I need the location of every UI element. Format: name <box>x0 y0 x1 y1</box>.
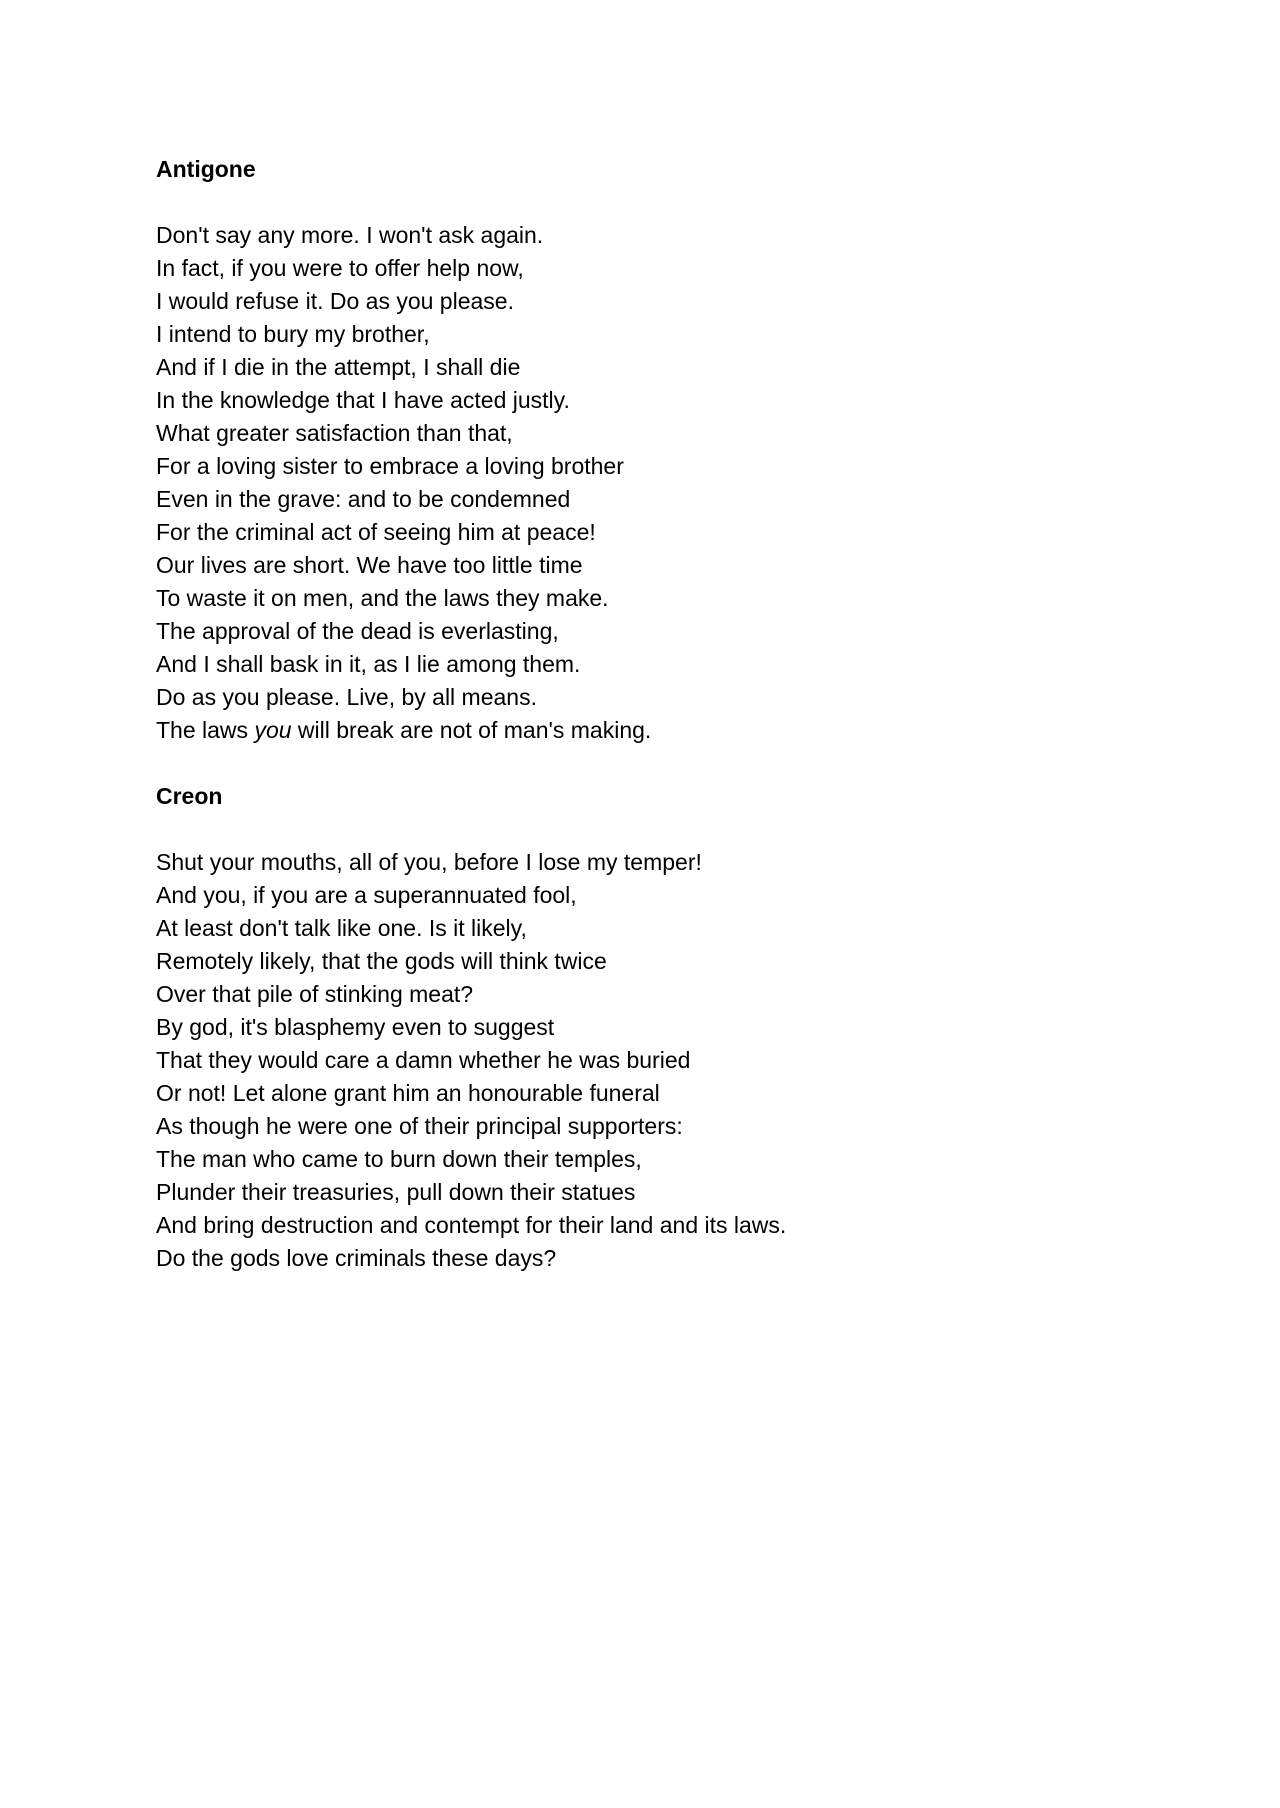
verse-line: Shut your mouths, all of you, before I lose my temper! <box>156 849 702 875</box>
verse-line: And if I die in the attempt, I shall die <box>156 354 521 380</box>
script-excerpt <box>156 153 1156 1308</box>
verse-line: Do the gods love criminals these days? <box>156 1245 557 1271</box>
verse-line: As though he were one of their principal supporters: <box>156 1113 683 1139</box>
verse-line: Over that pile of stinking meat? <box>156 981 474 1007</box>
verse-line: And I shall bask in it, as I lie among them. <box>156 651 581 677</box>
emphasized-word: you <box>254 717 292 743</box>
verse-line: I intend to bury my brother, <box>156 321 430 347</box>
verse-line: The man who came to burn down their temples, <box>156 1146 642 1172</box>
verse-line: At least don't talk like one. Is it likely, <box>156 915 527 941</box>
verse-line: Our lives are short. We have too little time <box>156 552 583 578</box>
verse-line: By god, it's blasphemy even to suggest <box>156 1014 555 1040</box>
verse-line: And you, if you are a superannuated fool, <box>156 882 577 908</box>
verse-line: For the criminal act of seeing him at peace! <box>156 519 596 545</box>
verse-line: That they would care a damn whether he was buried <box>156 1047 691 1073</box>
line-text-after: will break are not of man's making. <box>291 717 652 743</box>
verse-line: In fact, if you were to offer help now, <box>156 255 524 281</box>
verse-line: The approval of the dead is everlasting, <box>156 618 559 644</box>
speaker-heading-creon: Creon <box>156 783 223 809</box>
verse-line: I would refuse it. Do as you please. <box>156 288 514 314</box>
verse-line: Even in the grave: and to be condemned <box>156 486 571 512</box>
verse-line: Remotely likely, that the gods will think twice <box>156 948 607 974</box>
speech-antigone <box>156 219 1156 747</box>
verse-line: What greater satisfaction than that, <box>156 420 513 446</box>
speech-creon <box>156 846 1156 1275</box>
verse-line: For a loving sister to embrace a loving brother <box>156 453 624 479</box>
verse-line: And bring destruction and contempt for their land and its laws. <box>156 1212 787 1238</box>
verse-line: Don't say any more. I won't ask again. <box>156 222 544 248</box>
verse-line: Plunder their treasuries, pull down their statues <box>156 1179 636 1205</box>
verse-line-last <box>156 714 1156 747</box>
verse-line: In the knowledge that I have acted justly. <box>156 387 570 413</box>
speaker-heading-antigone: Antigone <box>156 156 256 182</box>
line-text-before: The laws <box>156 717 255 743</box>
verse-line: Do as you please. Live, by all means. <box>156 684 537 710</box>
verse-line: To waste it on men, and the laws they make. <box>156 585 609 611</box>
verse-line: Or not! Let alone grant him an honourable funeral <box>156 1080 660 1106</box>
